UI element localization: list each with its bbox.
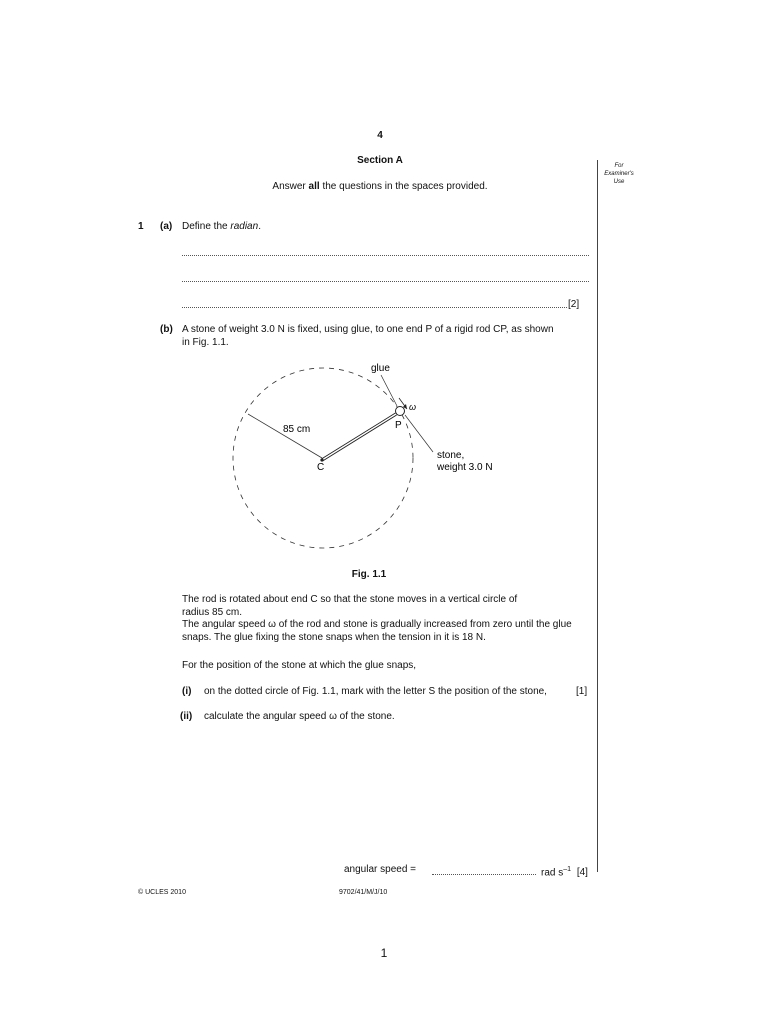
answer-marks: [4] [576,867,588,879]
figure-caption: Fig. 1.1 [351,569,387,580]
label-p: P [395,420,402,431]
stone-p [396,407,405,416]
answer-angular-speed-label: angular speed = [344,864,417,875]
rod-cp-inner [322,414,396,460]
label-radius: 85 cm [283,424,311,435]
label-c: C [317,462,325,473]
part-a-label: (a) [160,221,173,232]
instruction-bold: all [308,181,320,192]
instruction-after: the questions in the spaces provided. [319,181,488,192]
paragraph-rotation-line-2: radius 85 cm. [182,606,243,618]
paragraph-position: For the position of the stone at which the glue snaps, [182,660,417,671]
examiner-use-line-1: For [614,163,624,169]
label-stone-1: stone, [437,450,465,461]
unit-superscript: –1 [563,866,572,873]
sub-i-marks: [1] [576,686,588,697]
part-a-text-before: Define the [182,221,231,232]
unit-text: rad s [541,867,564,879]
stone-leader [405,415,433,452]
label-glue: glue [371,363,390,374]
sub-i-label: (i) [182,686,192,697]
label-omega: ω [409,402,417,412]
label-stone-2: weight 3.0 N [437,462,493,473]
part-a-marks: [2] [568,299,580,310]
instruction-before: Answer [272,181,309,192]
part-b-label: (b) [160,324,173,335]
radius-line [248,414,322,458]
sub-ii-text: calculate the angular speed ω of the stone. [204,711,395,722]
paragraph-angular-line-2: snaps. The glue fixing the stone snaps when the tension in it is 18 N. [182,631,486,643]
paragraph-rotation [182,594,590,644]
part-a-text-after: . [258,221,261,232]
footer-code: 9702/41/M/J/10 [339,889,388,896]
answer-angular-speed-input[interactable] [432,874,536,875]
answer-unit [541,864,588,879]
page-number: 4 [377,130,383,141]
sub-ii-label: (ii) [180,711,193,722]
paragraph-angular-line-1: The angular speed ω of the rod and stone is gradually increased from zero until the glue [182,619,572,630]
sub-i-text: on the dotted circle of Fig. 1.1, mark with the letter S the position of the stone, [204,686,547,697]
bottom-page-number: 1 [380,946,388,960]
examiner-use-line-3: Use [613,179,625,185]
part-b-intro-1: A stone of weight 3.0 N is fixed, using glue, to one end P of a rigid rod CP, as shown [182,324,554,335]
question-number: 1 [138,221,144,232]
part-a-text-italic: radian [230,221,259,232]
footer-copyright: © UCLES 2010 [138,889,186,896]
part-b-intro-2: in Fig. 1.1. [182,337,229,348]
examiner-use-line-2: Examiner's [604,171,634,177]
section-title: Section A [357,155,403,166]
paragraph-rotation-line-1: The rod is rotated about end C so that the stone moves in a vertical circle of [182,594,518,605]
glue-leader [381,375,397,406]
